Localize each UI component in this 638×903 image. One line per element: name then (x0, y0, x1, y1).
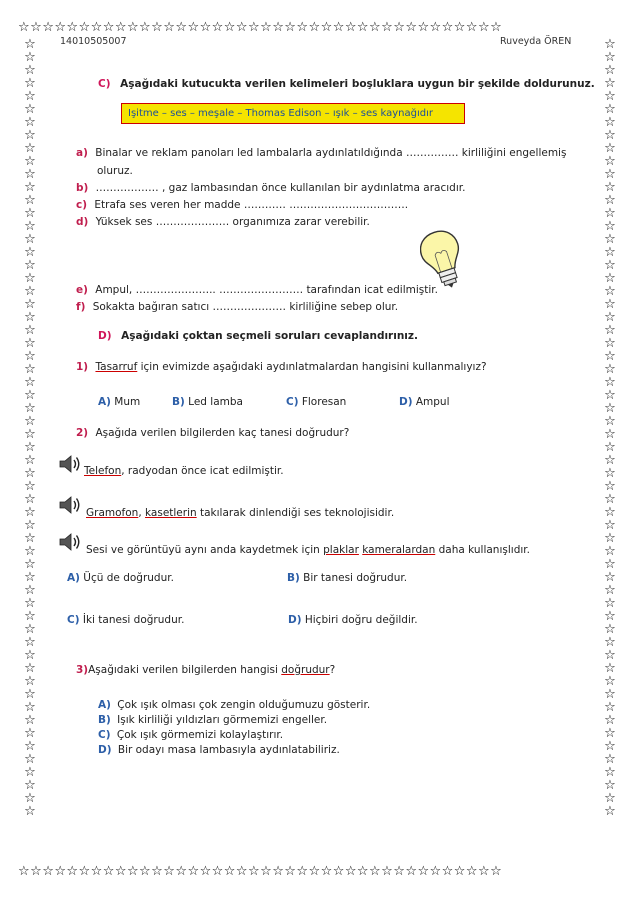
underlined-word: Gramofon (86, 507, 139, 519)
item-label: b) (76, 182, 89, 194)
question-number: 3) (76, 664, 89, 676)
statement-text: , (138, 507, 146, 519)
q1-option-b[interactable] (172, 396, 243, 408)
section-c-label: C) (98, 78, 111, 90)
option-text: Bir tanesi doğrudur. (299, 572, 408, 584)
border-top-stars: ☆☆☆☆☆☆☆☆☆☆☆☆☆☆☆☆☆☆☆☆☆☆☆☆☆☆☆☆☆☆☆☆☆☆☆☆☆☆☆☆ (18, 20, 503, 35)
option-label: B) (172, 396, 185, 408)
option-text: Led lamba (184, 396, 243, 408)
option-label: C) (286, 396, 299, 408)
fill-item-c (76, 199, 408, 211)
q1-option-a[interactable] (98, 396, 140, 408)
q3-option-d[interactable] (98, 744, 340, 756)
item-text: Binalar ve reklam panoları led lambalarla aydınlatıldığında …………… kirliliğini engellemiş (95, 147, 567, 159)
option-label: B) (98, 714, 111, 726)
q3-option-c[interactable] (98, 729, 283, 741)
fill-item-e (76, 284, 438, 296)
option-text: Üçü de doğrudur. (79, 572, 174, 584)
q1-option-c[interactable] (286, 396, 346, 408)
fill-item-b (76, 182, 465, 194)
section-d-title (98, 330, 418, 342)
item-label: a) (76, 147, 88, 159)
item-label: e) (76, 284, 88, 296)
q2-option-b[interactable] (287, 572, 407, 584)
word-box: Işitme – ses – meşale – Thomas Edison – ışık – ses kaynağıdır (121, 103, 465, 124)
underlined-word: Telefon (84, 465, 122, 477)
option-label: D) (288, 614, 302, 626)
question-text: için evimizde aşağıdaki aydınlatmalardan hangisini kullanmalıyız? (137, 361, 487, 373)
underlined-word: kasetlerin (145, 507, 197, 519)
option-label: A) (98, 699, 111, 711)
option-text: İki tanesi doğrudur. (79, 614, 185, 626)
option-label: D) (399, 396, 413, 408)
q1-option-d[interactable] (399, 396, 450, 408)
fill-item-a-cont (97, 165, 133, 177)
statement-1 (84, 465, 284, 477)
item-text: oluruz. (97, 165, 133, 177)
item-label: c) (76, 199, 88, 211)
option-text: Çok ışık görmemizi kolaylaştırır. (116, 729, 284, 741)
statement-text: , radyodan önce icat edilmiştir. (121, 465, 284, 477)
question-number: 2) (76, 427, 89, 439)
fill-item-a (76, 147, 566, 159)
option-label: B) (287, 572, 300, 584)
speaker-icon (58, 531, 82, 553)
question-number: 1) (76, 361, 89, 373)
fill-item-d (76, 216, 370, 228)
option-label: D) (98, 744, 112, 756)
option-label: C) (98, 729, 111, 741)
statement-text: takılarak dinlendiği ses teknolojisidir. (196, 507, 395, 519)
statement-3 (86, 544, 530, 556)
item-text: Sokakta bağıran satıcı ………………… kirliliğine sebep olur. (92, 301, 399, 313)
statement-2 (86, 507, 394, 519)
speaker-icon (58, 494, 82, 516)
item-label: f) (76, 301, 86, 313)
fill-item-f (76, 301, 398, 313)
header-id: 14010505007 (60, 36, 127, 47)
section-c-instruction: Aşağıdaki kutucukta verilen kelimeleri boşluklara uygun bir şekilde doldurunuz. (120, 78, 595, 90)
underlined-word: Tasarruf (95, 361, 138, 373)
section-d-instruction: Aşağıdaki çoktan seçmeli soruları cevaplandırınız. (121, 330, 419, 342)
option-text: Çok ışık olması çok zengin olduğumuzu gösterir. (117, 699, 371, 711)
item-label: d) (76, 216, 89, 228)
border-right-stars: ☆ ☆ ☆ ☆ ☆ ☆ ☆ ☆ ☆ ☆ ☆ ☆ ☆ ☆ ☆ ☆ ☆ ☆ ☆ ☆ ☆ ☆ ☆ ☆ ☆ ☆ ☆ ☆ ☆ ☆ ☆ ☆ ☆ ☆ ☆ ☆ ☆ ☆ ☆ ☆ ☆ ☆ ☆ ☆ ☆ ☆ ☆ ☆ ☆ ☆ ☆ ☆ ☆ ☆ ☆ ☆ ☆ ☆ ☆ ☆ (604, 38, 616, 819)
question-1 (76, 361, 487, 373)
question-text: Aşağıda verilen bilgilerden kaç tanesi doğrudur? (95, 427, 350, 439)
option-text: Mum (110, 396, 141, 408)
border-left-stars: ☆ ☆ ☆ ☆ ☆ ☆ ☆ ☆ ☆ ☆ ☆ ☆ ☆ ☆ ☆ ☆ ☆ ☆ ☆ ☆ ☆ ☆ ☆ ☆ ☆ ☆ ☆ ☆ ☆ ☆ ☆ ☆ ☆ ☆ ☆ ☆ ☆ ☆ ☆ ☆ ☆ ☆ ☆ ☆ ☆ ☆ ☆ ☆ ☆ ☆ ☆ ☆ ☆ ☆ ☆ ☆ ☆ ☆ ☆ ☆ (24, 38, 36, 819)
underlined-word: kameralardan (362, 544, 436, 556)
statement-text: daha kullanışlıdır. (435, 544, 530, 556)
border-bottom-stars: ☆☆☆☆☆☆☆☆☆☆☆☆☆☆☆☆☆☆☆☆☆☆☆☆☆☆☆☆☆☆☆☆☆☆☆☆☆☆☆☆ (18, 864, 503, 879)
option-text: Bir odayı masa lambasıyla aydınlatabiliriz. (117, 744, 340, 756)
q3-option-a[interactable] (98, 699, 370, 711)
item-text: Yüksek ses ………………… organımıza zarar verebilir. (95, 216, 370, 228)
underlined-word: plaklar (323, 544, 359, 556)
question-3 (76, 664, 335, 676)
option-label: A) (67, 572, 80, 584)
option-label: C) (67, 614, 80, 626)
item-text: ……………… , gaz lambasından önce kullanılan bir aydınlatma aracıdır. (95, 182, 466, 194)
q2-option-a[interactable] (67, 572, 174, 584)
statement-text: Sesi ve görüntüyü aynı anda kaydetmek için (86, 544, 324, 556)
section-c-title (98, 78, 595, 90)
option-label: A) (98, 396, 111, 408)
speaker-icon (58, 453, 82, 475)
item-text: Etrafa ses veren her madde ………… ……………………………. (94, 199, 409, 211)
underlined-word: doğrudur (281, 664, 330, 676)
option-text: Ampul (412, 396, 450, 408)
q3-option-b[interactable] (98, 714, 327, 726)
question-text: Aşağıdaki verilen bilgilerden hangisi (88, 664, 282, 676)
item-text: Ampul, ………………….. …………………… tarafından icat edilmiştir. (95, 284, 438, 296)
question-text: ? (329, 664, 336, 676)
header-author: Ruveyda ÖREN (500, 36, 572, 47)
option-text: Hiçbiri doğru değildir. (301, 614, 418, 626)
section-d-label: D) (98, 330, 112, 342)
question-2 (76, 427, 349, 439)
option-text: Işık kirliliği yıldızları görmemizi engeller. (117, 714, 328, 726)
option-text: Floresan (298, 396, 347, 408)
q2-option-d[interactable] (288, 614, 418, 626)
q2-option-c[interactable] (67, 614, 184, 626)
